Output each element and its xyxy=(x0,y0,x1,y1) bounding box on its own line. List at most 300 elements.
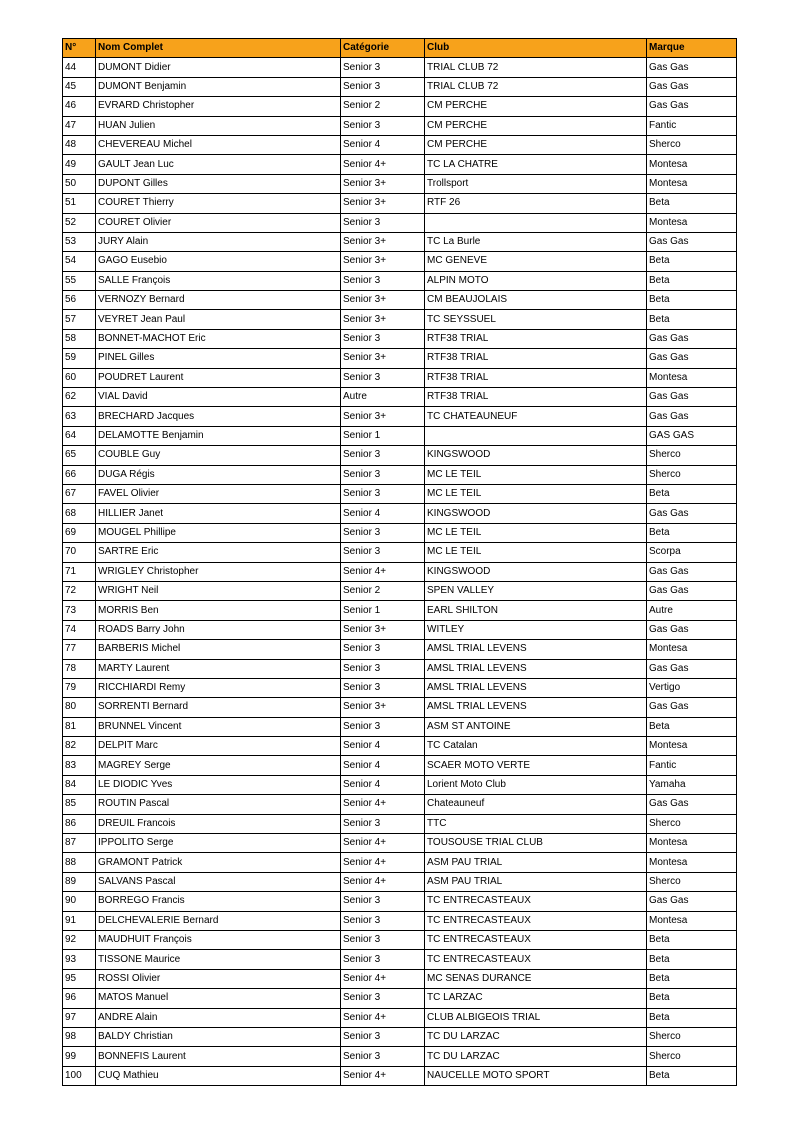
table-row xyxy=(63,989,737,1008)
cell-full-name: BRECHARD Jacques xyxy=(96,407,341,426)
cell-club: ALPIN MOTO xyxy=(425,271,647,290)
cell-full-name: GRAMONT Patrick xyxy=(96,853,341,872)
cell-full-name: ROUTIN Pascal xyxy=(96,795,341,814)
cell-number: 49 xyxy=(63,155,96,174)
cell-club: Lorient Moto Club xyxy=(425,775,647,794)
cell-category: Senior 3+ xyxy=(341,620,425,639)
cell-club: CLUB ALBIGEOIS TRIAL xyxy=(425,1008,647,1027)
cell-category: Senior 4+ xyxy=(341,969,425,988)
cell-brand: Beta xyxy=(647,194,737,213)
cell-club: CM BEAUJOLAIS xyxy=(425,291,647,310)
cell-number: 79 xyxy=(63,678,96,697)
cell-category: Senior 3+ xyxy=(341,174,425,193)
table-row xyxy=(63,484,737,503)
table-row xyxy=(63,426,737,445)
cell-number: 83 xyxy=(63,756,96,775)
cell-number: 55 xyxy=(63,271,96,290)
cell-category: Senior 3+ xyxy=(341,252,425,271)
cell-number: 72 xyxy=(63,581,96,600)
cell-category: Senior 3 xyxy=(341,930,425,949)
table-row xyxy=(63,135,737,154)
cell-full-name: SORRENTI Bernard xyxy=(96,698,341,717)
cell-full-name: SALVANS Pascal xyxy=(96,872,341,891)
cell-full-name: DUMONT Didier xyxy=(96,58,341,77)
table-row xyxy=(63,640,737,659)
table-row xyxy=(63,834,737,853)
cell-number: 65 xyxy=(63,446,96,465)
cell-category: Senior 3 xyxy=(341,213,425,232)
table-row xyxy=(63,911,737,930)
cell-category: Senior 4 xyxy=(341,504,425,523)
cell-number: 85 xyxy=(63,795,96,814)
cell-category: Senior 3 xyxy=(341,659,425,678)
cell-brand: Beta xyxy=(647,523,737,542)
cell-brand: Autre xyxy=(647,601,737,620)
cell-category: Senior 3 xyxy=(341,1027,425,1046)
cell-full-name: EVRARD Christopher xyxy=(96,97,341,116)
cell-brand: Sherco xyxy=(647,135,737,154)
cell-number: 93 xyxy=(63,950,96,969)
cell-club: ASM PAU TRIAL xyxy=(425,872,647,891)
cell-number: 44 xyxy=(63,58,96,77)
cell-brand: Beta xyxy=(647,717,737,736)
cell-full-name: MOUGEL Phillipe xyxy=(96,523,341,542)
cell-full-name: BRUNNEL Vincent xyxy=(96,717,341,736)
table-row xyxy=(63,271,737,290)
cell-number: 46 xyxy=(63,97,96,116)
cell-full-name: CHEVEREAU Michel xyxy=(96,135,341,154)
cell-number: 91 xyxy=(63,911,96,930)
cell-full-name: DUPONT Gilles xyxy=(96,174,341,193)
cell-category: Senior 3 xyxy=(341,465,425,484)
cell-category: Senior 3 xyxy=(341,911,425,930)
cell-brand: Fantic xyxy=(647,116,737,135)
cell-brand: Gas Gas xyxy=(647,97,737,116)
cell-club: TC ENTRECASTEAUX xyxy=(425,930,647,949)
cell-full-name: DUGA Régis xyxy=(96,465,341,484)
cell-brand: Montesa xyxy=(647,853,737,872)
cell-club: TC DU LARZAC xyxy=(425,1027,647,1046)
table-row xyxy=(63,795,737,814)
cell-number: 54 xyxy=(63,252,96,271)
cell-number: 81 xyxy=(63,717,96,736)
cell-club: AMSL TRIAL LEVENS xyxy=(425,698,647,717)
cell-brand: Gas Gas xyxy=(647,581,737,600)
cell-category: Senior 3 xyxy=(341,329,425,348)
cell-full-name: DELCHEVALERIE Bernard xyxy=(96,911,341,930)
cell-category: Senior 4+ xyxy=(341,562,425,581)
cell-number: 52 xyxy=(63,213,96,232)
cell-number: 45 xyxy=(63,77,96,96)
cell-club: TRIAL CLUB 72 xyxy=(425,58,647,77)
cell-brand: Gas Gas xyxy=(647,892,737,911)
cell-club: MC LE TEIL xyxy=(425,484,647,503)
cell-club: RTF38 TRIAL xyxy=(425,329,647,348)
table-row xyxy=(63,543,737,562)
cell-full-name: POUDRET Laurent xyxy=(96,368,341,387)
cell-brand: Gas Gas xyxy=(647,795,737,814)
cell-category: Senior 4+ xyxy=(341,1008,425,1027)
header-category: Catégorie xyxy=(341,39,425,58)
table-row xyxy=(63,116,737,135)
cell-brand: Beta xyxy=(647,291,737,310)
cell-number: 96 xyxy=(63,989,96,1008)
cell-number: 47 xyxy=(63,116,96,135)
cell-number: 51 xyxy=(63,194,96,213)
table-body xyxy=(63,58,737,1086)
cell-number: 60 xyxy=(63,368,96,387)
table-row xyxy=(63,407,737,426)
table-row xyxy=(63,77,737,96)
cell-number: 90 xyxy=(63,892,96,911)
cell-brand: Gas Gas xyxy=(647,659,737,678)
cell-category: Senior 3 xyxy=(341,678,425,697)
table-row xyxy=(63,504,737,523)
cell-brand: Montesa xyxy=(647,368,737,387)
cell-brand: Gas Gas xyxy=(647,77,737,96)
cell-number: 74 xyxy=(63,620,96,639)
table-row xyxy=(63,388,737,407)
table-row xyxy=(63,291,737,310)
cell-category: Senior 3 xyxy=(341,1047,425,1066)
table-row xyxy=(63,97,737,116)
cell-category: Senior 3 xyxy=(341,523,425,542)
header-full-name: Nom Complet xyxy=(96,39,341,58)
table-row xyxy=(63,581,737,600)
cell-full-name: MAGREY Serge xyxy=(96,756,341,775)
cell-number: 69 xyxy=(63,523,96,542)
cell-number: 97 xyxy=(63,1008,96,1027)
cell-brand: Gas Gas xyxy=(647,562,737,581)
cell-full-name: BARBERIS Michel xyxy=(96,640,341,659)
cell-brand: Beta xyxy=(647,930,737,949)
cell-club: CM PERCHE xyxy=(425,135,647,154)
cell-brand: Sherco xyxy=(647,446,737,465)
table-row xyxy=(63,872,737,891)
cell-number: 64 xyxy=(63,426,96,445)
cell-number: 84 xyxy=(63,775,96,794)
cell-full-name: BONNEFIS Laurent xyxy=(96,1047,341,1066)
cell-club: CM PERCHE xyxy=(425,116,647,135)
cell-club: TTC xyxy=(425,814,647,833)
cell-full-name: WRIGLEY Christopher xyxy=(96,562,341,581)
cell-brand: Fantic xyxy=(647,756,737,775)
cell-number: 92 xyxy=(63,930,96,949)
cell-club: RTF 26 xyxy=(425,194,647,213)
cell-category: Senior 2 xyxy=(341,97,425,116)
cell-club: AMSL TRIAL LEVENS xyxy=(425,678,647,697)
cell-brand: Gas Gas xyxy=(647,58,737,77)
cell-club: ASM PAU TRIAL xyxy=(425,853,647,872)
cell-brand: Gas Gas xyxy=(647,504,737,523)
cell-category: Senior 3 xyxy=(341,543,425,562)
cell-club: MC LE TEIL xyxy=(425,465,647,484)
cell-club: MC LE TEIL xyxy=(425,543,647,562)
table-row xyxy=(63,814,737,833)
cell-club: MC SENAS DURANCE xyxy=(425,969,647,988)
cell-full-name: LE DIODIC Yves xyxy=(96,775,341,794)
cell-number: 82 xyxy=(63,737,96,756)
cell-club xyxy=(425,213,647,232)
cell-club: TC SEYSSUEL xyxy=(425,310,647,329)
cell-number: 73 xyxy=(63,601,96,620)
table-row xyxy=(63,620,737,639)
cell-category: Senior 4+ xyxy=(341,853,425,872)
cell-number: 98 xyxy=(63,1027,96,1046)
cell-brand: Gas Gas xyxy=(647,329,737,348)
cell-number: 70 xyxy=(63,543,96,562)
table-row xyxy=(63,232,737,251)
cell-category: Senior 4+ xyxy=(341,795,425,814)
cell-category: Senior 4+ xyxy=(341,155,425,174)
table-row xyxy=(63,368,737,387)
cell-full-name: SARTRE Eric xyxy=(96,543,341,562)
cell-brand: Sherco xyxy=(647,1027,737,1046)
cell-brand: Montesa xyxy=(647,737,737,756)
cell-brand: Beta xyxy=(647,1008,737,1027)
cell-full-name: FAVEL Olivier xyxy=(96,484,341,503)
cell-club: KINGSWOOD xyxy=(425,504,647,523)
cell-full-name: VIAL David xyxy=(96,388,341,407)
cell-full-name: WRIGHT Neil xyxy=(96,581,341,600)
cell-club: Trollsport xyxy=(425,174,647,193)
cell-club: KINGSWOOD xyxy=(425,446,647,465)
cell-full-name: DELPIT Marc xyxy=(96,737,341,756)
table-row xyxy=(63,1008,737,1027)
table-row xyxy=(63,465,737,484)
cell-category: Senior 1 xyxy=(341,426,425,445)
cell-full-name: BONNET-MACHOT Eric xyxy=(96,329,341,348)
cell-category: Senior 3+ xyxy=(341,698,425,717)
cell-brand: Montesa xyxy=(647,174,737,193)
table-row xyxy=(63,659,737,678)
cell-club: MC GENEVE xyxy=(425,252,647,271)
cell-full-name: DUMONT Benjamin xyxy=(96,77,341,96)
cell-club: MC LE TEIL xyxy=(425,523,647,542)
cell-full-name: COURET Thierry xyxy=(96,194,341,213)
cell-category: Senior 4 xyxy=(341,737,425,756)
table-row xyxy=(63,737,737,756)
cell-club: AMSL TRIAL LEVENS xyxy=(425,640,647,659)
header-number: N° xyxy=(63,39,96,58)
table-row xyxy=(63,717,737,736)
cell-number: 68 xyxy=(63,504,96,523)
cell-category: Senior 4 xyxy=(341,135,425,154)
cell-number: 87 xyxy=(63,834,96,853)
cell-category: Senior 3 xyxy=(341,814,425,833)
cell-club xyxy=(425,426,647,445)
cell-brand: Montesa xyxy=(647,834,737,853)
cell-full-name: BALDY Christian xyxy=(96,1027,341,1046)
cell-full-name: MATOS Manuel xyxy=(96,989,341,1008)
cell-brand: Scorpa xyxy=(647,543,737,562)
cell-category: Senior 3+ xyxy=(341,349,425,368)
table-row xyxy=(63,601,737,620)
cell-club: TC LA CHATRE xyxy=(425,155,647,174)
table-row xyxy=(63,174,737,193)
cell-club: TC DU LARZAC xyxy=(425,1047,647,1066)
cell-number: 95 xyxy=(63,969,96,988)
cell-number: 71 xyxy=(63,562,96,581)
table-row xyxy=(63,446,737,465)
cell-brand: Beta xyxy=(647,1066,737,1085)
cell-full-name: ROSSI Olivier xyxy=(96,969,341,988)
cell-brand: Beta xyxy=(647,969,737,988)
cell-number: 89 xyxy=(63,872,96,891)
table-row xyxy=(63,1066,737,1085)
cell-brand: Beta xyxy=(647,950,737,969)
cell-category: Senior 3+ xyxy=(341,310,425,329)
cell-category: Autre xyxy=(341,388,425,407)
cell-full-name: ROADS Barry John xyxy=(96,620,341,639)
header-brand: Marque xyxy=(647,39,737,58)
cell-brand: Gas Gas xyxy=(647,232,737,251)
cell-category: Senior 3 xyxy=(341,446,425,465)
cell-club: Chateauneuf xyxy=(425,795,647,814)
cell-full-name: VEYRET Jean Paul xyxy=(96,310,341,329)
cell-club: SPEN VALLEY xyxy=(425,581,647,600)
cell-brand: Sherco xyxy=(647,1047,737,1066)
cell-brand: Gas Gas xyxy=(647,698,737,717)
cell-category: Senior 4 xyxy=(341,775,425,794)
cell-club: ASM ST ANTOINE xyxy=(425,717,647,736)
cell-full-name: RICCHIARDI Remy xyxy=(96,678,341,697)
cell-number: 80 xyxy=(63,698,96,717)
cell-number: 53 xyxy=(63,232,96,251)
cell-number: 77 xyxy=(63,640,96,659)
cell-number: 63 xyxy=(63,407,96,426)
rider-list-sheet xyxy=(62,38,736,1086)
table-row xyxy=(63,213,737,232)
table-row xyxy=(63,329,737,348)
cell-brand: Montesa xyxy=(647,911,737,930)
cell-full-name: IPPOLITO Serge xyxy=(96,834,341,853)
cell-category: Senior 2 xyxy=(341,581,425,600)
cell-brand: Montesa xyxy=(647,213,737,232)
table-row xyxy=(63,950,737,969)
cell-brand: Gas Gas xyxy=(647,349,737,368)
cell-full-name: VERNOZY Bernard xyxy=(96,291,341,310)
cell-full-name: ANDRE Alain xyxy=(96,1008,341,1027)
table-row xyxy=(63,853,737,872)
cell-club: TC ENTRECASTEAUX xyxy=(425,911,647,930)
cell-brand: Montesa xyxy=(647,640,737,659)
cell-category: Senior 3 xyxy=(341,892,425,911)
cell-full-name: JURY Alain xyxy=(96,232,341,251)
cell-number: 88 xyxy=(63,853,96,872)
cell-category: Senior 3 xyxy=(341,77,425,96)
cell-club: RTF38 TRIAL xyxy=(425,368,647,387)
cell-category: Senior 3 xyxy=(341,368,425,387)
cell-number: 99 xyxy=(63,1047,96,1066)
table-row xyxy=(63,1027,737,1046)
cell-club: TC ENTRECASTEAUX xyxy=(425,950,647,969)
cell-club: TC La Burle xyxy=(425,232,647,251)
cell-brand: Sherco xyxy=(647,872,737,891)
cell-brand: Beta xyxy=(647,989,737,1008)
cell-brand: Sherco xyxy=(647,814,737,833)
cell-number: 56 xyxy=(63,291,96,310)
cell-full-name: GAULT Jean Luc xyxy=(96,155,341,174)
cell-full-name: PINEL Gilles xyxy=(96,349,341,368)
header-club: Club xyxy=(425,39,647,58)
cell-club: TC Catalan xyxy=(425,737,647,756)
cell-full-name: CUQ Mathieu xyxy=(96,1066,341,1085)
cell-full-name: HUAN Julien xyxy=(96,116,341,135)
cell-brand: GAS GAS xyxy=(647,426,737,445)
cell-number: 59 xyxy=(63,349,96,368)
cell-club: WITLEY xyxy=(425,620,647,639)
cell-full-name: MAUDHUIT François xyxy=(96,930,341,949)
table-row xyxy=(63,775,737,794)
cell-full-name: DREUIL Francois xyxy=(96,814,341,833)
cell-full-name: MORRIS Ben xyxy=(96,601,341,620)
table-row xyxy=(63,698,737,717)
cell-brand: Gas Gas xyxy=(647,388,737,407)
cell-club: RTF38 TRIAL xyxy=(425,388,647,407)
cell-number: 78 xyxy=(63,659,96,678)
cell-category: Senior 3 xyxy=(341,58,425,77)
table-row xyxy=(63,155,737,174)
cell-number: 62 xyxy=(63,388,96,407)
cell-brand: Gas Gas xyxy=(647,407,737,426)
table-row xyxy=(63,252,737,271)
cell-brand: Beta xyxy=(647,271,737,290)
table-row xyxy=(63,58,737,77)
cell-category: Senior 3 xyxy=(341,717,425,736)
cell-club: NAUCELLE MOTO SPORT xyxy=(425,1066,647,1085)
cell-category: Senior 4 xyxy=(341,756,425,775)
table-header-row xyxy=(63,39,737,58)
cell-club: RTF38 TRIAL xyxy=(425,349,647,368)
table-row xyxy=(63,969,737,988)
cell-brand: Sherco xyxy=(647,465,737,484)
cell-full-name: SALLE François xyxy=(96,271,341,290)
cell-full-name: BORREGO Francis xyxy=(96,892,341,911)
cell-number: 58 xyxy=(63,329,96,348)
cell-category: Senior 4+ xyxy=(341,872,425,891)
cell-club: TC ENTRECASTEAUX xyxy=(425,892,647,911)
cell-club: KINGSWOOD xyxy=(425,562,647,581)
cell-brand: Vertigo xyxy=(647,678,737,697)
cell-category: Senior 3+ xyxy=(341,407,425,426)
cell-category: Senior 4+ xyxy=(341,834,425,853)
table-row xyxy=(63,892,737,911)
cell-club: TC LARZAC xyxy=(425,989,647,1008)
cell-category: Senior 4+ xyxy=(341,1066,425,1085)
cell-brand: Beta xyxy=(647,252,737,271)
cell-club: EARL SHILTON xyxy=(425,601,647,620)
table-row xyxy=(63,523,737,542)
cell-full-name: HILLIER Janet xyxy=(96,504,341,523)
cell-full-name: DELAMOTTE Benjamin xyxy=(96,426,341,445)
cell-number: 50 xyxy=(63,174,96,193)
cell-category: Senior 3 xyxy=(341,116,425,135)
cell-full-name: MARTY Laurent xyxy=(96,659,341,678)
cell-brand: Beta xyxy=(647,310,737,329)
cell-category: Senior 3 xyxy=(341,989,425,1008)
cell-number: 67 xyxy=(63,484,96,503)
rider-table xyxy=(62,38,737,1086)
table-row xyxy=(63,349,737,368)
table-row xyxy=(63,562,737,581)
cell-category: Senior 3 xyxy=(341,950,425,969)
cell-club: TOUSOUSE TRIAL CLUB xyxy=(425,834,647,853)
table-row xyxy=(63,678,737,697)
cell-category: Senior 3 xyxy=(341,271,425,290)
cell-category: Senior 3 xyxy=(341,640,425,659)
cell-club: AMSL TRIAL LEVENS xyxy=(425,659,647,678)
